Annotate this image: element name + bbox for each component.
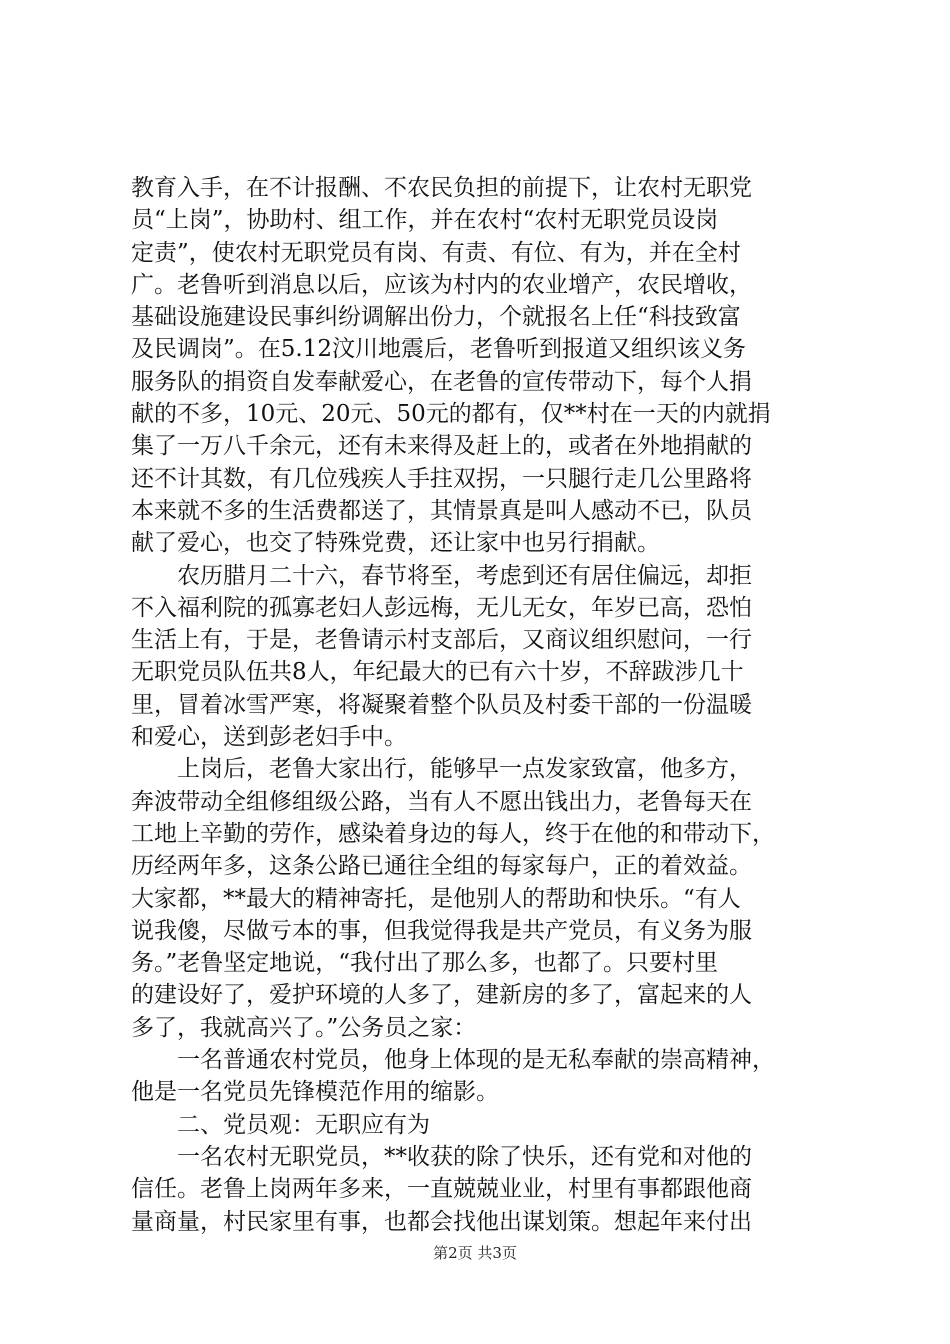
text-line: 说我傻，尽做亏本的事，但我觉得我是共产党员，有义务为服 [131,917,752,944]
text-line: 员“上岗”，协助村、组工作，并在农村“农村无职党员设岗 [131,207,719,234]
text-line: 农历腊月二十六，春节将至，考虑到还有居住偏远，却拒 [131,562,752,589]
text-line: 本来就不多的生活费都送了，其情景真是叫人感动不已，队员 [131,497,752,524]
text-line: 奔波带动全组修组级公路，当有人不愿出钱出力，老鲁每天在 [131,788,752,815]
text-line: 多了，我就高兴了。”公务员之家： [131,1014,477,1041]
text-line: 服务队的捐资自发奉献爱心，在老鲁的宣传带动下，每个人捐 [131,368,752,395]
text-line: 量商量，村民家里有事，也都会找他出谋划策。想起年来付出 [131,1208,752,1235]
text-line: 和爱心，送到彭老妇手中。 [131,724,407,751]
text-line: 务。”老鲁坚定地说，“我付出了那么多，也都了。只要村里 [131,950,719,977]
text-line: 工地上辛勤的劳作，感染着身边的每人，终于在他的和带动下， [131,820,775,847]
page-number-footer: 第2页 共3页 [433,1244,517,1262]
text-line: 里，冒着冰雪严寒，将凝聚着整个队员及村委干部的一份温暖 [131,691,752,718]
text-line: 无职党员队伍共8人，年纪最大的已有六十岁，不辞跋涉几十 [131,659,744,686]
document-body [131,172,831,1238]
text-line: 献了爱心，也交了特殊党费，还让家中也另行捐献。 [131,530,660,557]
text-line: 教育入手，在不计报酬、不农民负担的前提下，让农村无职党 [131,175,752,201]
text-line: 大家都，**最大的精神寄托，是他别人的帮助和快乐。“有人 [131,885,741,912]
text-line: 一名农村无职党员，**收获的除了快乐，还有党和对他的 [131,1143,752,1170]
text-line: 定责”，使农村无职党员有岗、有责、有位、有为，并在全村 [131,239,741,266]
text-line: 献的不多，10元、20元、50元的都有，仅**村在一天的内就捐 [131,401,771,428]
text-line: 及民调岗”。在5.12汶川地震后，老鲁听到报道又组织该义务 [131,336,746,363]
text-line: 生活上有，于是，老鲁请示村支部后，又商议组织慰问，一行 [131,627,752,654]
text-line: 还不计其数，有几位残疾人手拄双拐，一只腿行走几公里路将 [131,465,752,492]
text-line: 一名普通农村党员，他身上体现的是无私奉献的崇高精神， [131,1047,775,1074]
text-line: 的建设好了，爱护环境的人多了，建新房的多了，富起来的人 [131,982,752,1009]
text-line: 集了一万八千余元，还有未来得及赶上的，或者在外地捐献的 [131,433,752,460]
section-heading: 二、党员观：无职应有为 [131,1111,430,1138]
text-line: 他是一名党员先锋模范作用的缩影。 [131,1079,499,1106]
text-line: 信任。老鲁上岗两年多来，一直兢兢业业，村里有事都跟他商 [131,1176,752,1203]
text-line: 广。老鲁听到消息以后，应该为村内的农业增产，农民增收， [131,271,752,298]
text-line: 不入福利院的孤寡老妇人彭远梅，无儿无女，年岁已高，恐怕 [131,594,752,621]
text-line: 基础设施建设民事纠纷调解出份力，个就报名上任“科技致富 [131,304,741,331]
text-line: 历经两年多，这条公路已通往全组的每家每户，正的着效益。 [131,853,752,880]
text-line: 上岗后，老鲁大家出行，能够早一点发家致富，他多方， [131,756,752,783]
